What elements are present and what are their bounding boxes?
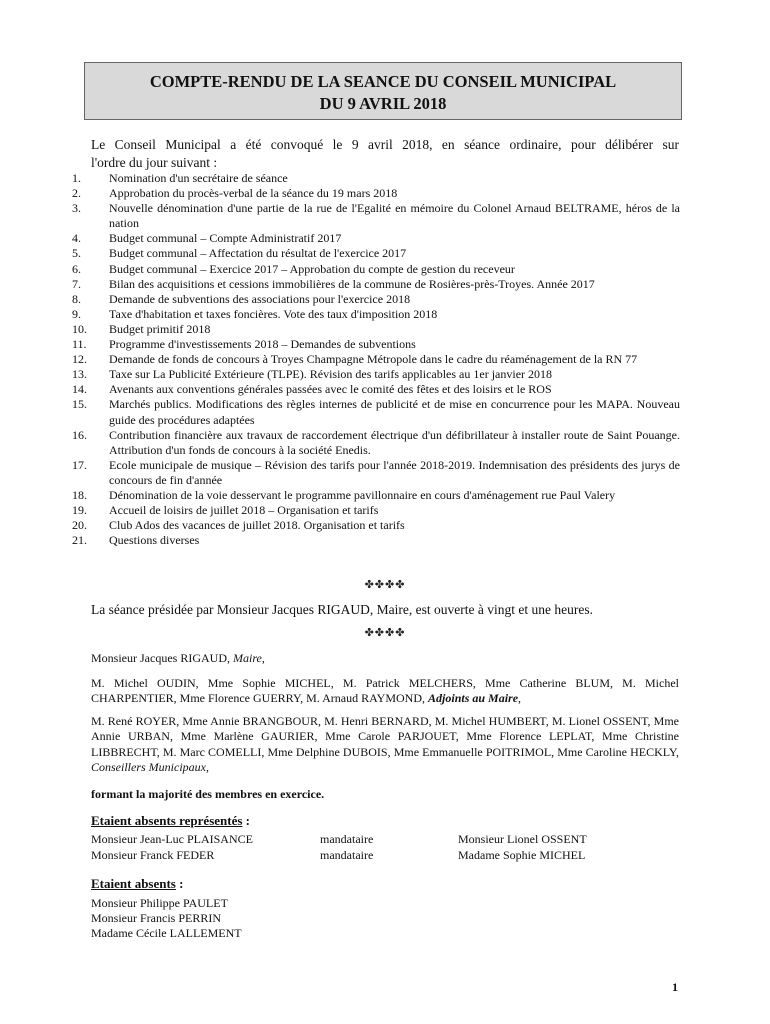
conseillers-names: M. René ROYER, Mme Annie BRANGBOUR, M. Henri BERNARD, M. Michel HUMBERT, M. Lionel OSSENT, Mme Annie URBAN, Mme Marlène GAURIER, Mme Carole PARJOUET, Mme Florence LEPLAT, Mme Christine LIBBRECHT, M. Marc COMELLI, Mme Delphine DUBOIS, Mme Emmanuelle POITRIMOL, Mme Caroline HECKLY,: [91, 714, 679, 759]
agenda-item-number: 20.: [72, 518, 87, 533]
conseillers-paragraph: M. René ROYER, Mme Annie BRANGBOUR, M. Henri BERNARD, M. Michel HUMBERT, M. Lionel OSSENT, Mme Annie URBAN, Mme Marlène GAURIER, Mme Carole PARJOUET, Mme Florence LEPLAT, Mme Christine LIBBRECHT, M. Marc COMELLI, Mme Delphine DUBOIS, Mme Emmanuelle POITRIMOL, Mme Caroline HECKLY, Conseillers Municipaux,: [91, 714, 679, 774]
document-title-line-2: DU 9 AVRIL 2018: [319, 94, 447, 113]
agenda-item-number: 8.: [72, 291, 81, 306]
adjoints-paragraph: M. Michel OUDIN, Mme Sophie MICHEL, M. Patrick MELCHERS, Mme Catherine BLUM, M. Michel CHARPENTIER, Mme Florence GUERRY, M. Arnaud RAYMOND, Adjoints au Maire,: [91, 676, 679, 706]
mayor-paragraph: Monsieur Jacques RIGAUD, Maire,: [91, 651, 265, 665]
agenda-item-text: Dénomination de la voie desservant le programme pavillonnaire en cours d'aménagement rue Paul Valery: [109, 487, 616, 502]
absents-title: Etaient absents: [91, 876, 176, 891]
agenda-item-text: Avenants aux conventions générales passées avec le comité des fêtes et des loisirs et le ROS: [109, 382, 552, 397]
agenda-item-text: Questions diverses: [109, 533, 200, 548]
agenda-item-text: Programme d'investissements 2018 – Demandes de subventions: [109, 337, 416, 352]
agenda-item-text: Budget communal – Exercice 2017 – Approbation du compte de gestion du receveur: [109, 261, 515, 276]
agenda-item: [72, 186, 680, 201]
intro-line-2: l'ordre du jour suivant :: [91, 155, 218, 170]
agenda-item-number: 18.: [72, 487, 87, 502]
intro-line-1: Le Conseil Municipal a été convoqué le 9 avril 2018, en séance ordinaire, pour délibérer sur: [91, 137, 679, 152]
absent-member-name: Monsieur Jean-Luc PLAISANCE: [91, 832, 253, 846]
agenda-item: [72, 322, 680, 337]
absent-member-name: Monsieur Philippe PAULET: [91, 896, 228, 910]
agenda-item: [72, 518, 680, 533]
absent-member-name: Monsieur Franck FEDER: [91, 847, 215, 862]
agenda-item: [72, 352, 680, 367]
agenda-item-number: 6.: [72, 261, 81, 276]
agenda-item-text: Budget communal – Compte Administratif 2017: [109, 231, 342, 246]
majority-statement: formant la majorité des membres en exercice.: [91, 787, 325, 801]
agenda-item: [72, 231, 680, 246]
absents-heading: [91, 876, 183, 892]
adjoints-role: Adjoints au Maire: [428, 691, 519, 706]
agenda-item: [72, 488, 680, 503]
agenda-item: [72, 307, 680, 322]
agenda-item-text: Budget primitif 2018: [109, 321, 211, 336]
agenda-item-number: 13.: [72, 367, 87, 382]
absents-list: [91, 896, 242, 942]
document-title-box: [84, 62, 682, 120]
agenda-item-number: 10.: [72, 321, 87, 336]
agenda-item-number: 15.: [72, 397, 87, 412]
mayor-role: Maire: [232, 651, 262, 665]
agenda-item: [72, 292, 680, 307]
opening-statement: La séance présidée par Monsieur Jacques RIGAUD, Maire, est ouverte à vingt et une heures.: [91, 602, 593, 617]
agenda-item-text: Club Ados des vacances de juillet 2018. Organisation et tarifs: [109, 518, 405, 533]
mandataire-label: mandataire: [320, 832, 374, 846]
represented-row: [91, 832, 651, 848]
absents-colon: :: [175, 876, 184, 891]
ornament-divider-1: ✤✤✤✤: [364, 578, 406, 591]
agenda-item: [72, 262, 680, 277]
mandataire-label: mandataire: [320, 847, 374, 862]
proxy-member-name: Monsieur Lionel OSSENT: [458, 832, 587, 846]
agenda-item-text: Nouvelle dénomination d'une partie de la rue de l'Egalité en mémoire du Colonel Arnaud BELTRAME, héros de la nation: [109, 201, 680, 231]
represented-colon: :: [242, 813, 251, 828]
agenda-item-number: 14.: [72, 382, 87, 397]
agenda-item-text: Ecole municipale de musique – Révision des tarifs pour l'année 2018-2019. Indemnisation des présidents des jurys de concours de fin d'année: [109, 457, 680, 487]
agenda-item-text: Taxe sur La Publicité Extérieure (TLPE). Révision des tarifs applicables au 1er janvier 2018: [109, 367, 553, 382]
agenda-item: [72, 171, 680, 186]
adjoints-names: M. Michel OUDIN, Mme Sophie MICHEL, M. Patrick MELCHERS, Mme Catherine BLUM, M. Michel CHARPENTIER, Mme Florence GUERRY, M. Arnaud RAYMOND,: [91, 676, 679, 706]
agenda-item-text: Budget communal – Affectation du résultat de l'exercice 2017: [109, 246, 407, 261]
agenda-item-text: Approbation du procès-verbal de la séance du 19 mars 2018: [109, 186, 398, 201]
agenda-item-number: 7.: [72, 276, 81, 291]
agenda-item-text: Marchés publics. Modifications des règles internes de publicité et de mise en concurrence pour les MAPA. Nouveau guide des procédures adaptées: [109, 397, 680, 427]
agenda-item: [72, 397, 680, 427]
agenda-item-number: 5.: [72, 246, 81, 261]
agenda-item: [72, 201, 680, 231]
agenda-item: [72, 337, 680, 352]
agenda-item: [72, 533, 680, 548]
ornament-divider-2: ✤✤✤✤: [364, 626, 406, 639]
agenda-item: [72, 503, 680, 518]
agenda-item: [72, 246, 680, 261]
agenda-item-text: Demande de subventions des associations pour l'exercice 2018: [109, 291, 411, 306]
agenda-item-number: 21.: [72, 533, 87, 548]
page-number: 1: [672, 980, 678, 994]
document-title-line-1: COMPTE-RENDU DE LA SEANCE DU CONSEIL MUNICIPAL: [149, 72, 617, 91]
agenda-item: [72, 458, 680, 488]
represented-title: Etaient absents représentés: [91, 813, 243, 828]
agenda-item-text: Demande de fonds de concours à Troyes Champagne Métropole dans le cadre du réaménagement de la RN 77: [109, 352, 638, 367]
agenda-item-text: Accueil de loisirs de juillet 2018 – Organisation et tarifs: [109, 503, 379, 518]
agenda-item-text: Bilan des acquisitions et cessions immobilières de la commune de Rosières-près-Troyes. Année 2017: [109, 276, 595, 291]
agenda-item-number: 17.: [72, 457, 87, 472]
mayor-name: Monsieur Jacques RIGAUD,: [91, 651, 233, 665]
conseillers-role: Conseillers Municipaux: [91, 759, 206, 774]
agenda-item-number: 12.: [72, 352, 87, 367]
agenda-list: [72, 171, 680, 548]
absent-member-name: Madame Cécile LALLEMENT: [91, 926, 242, 941]
agenda-item-number: 19.: [72, 503, 87, 518]
intro-paragraph: [91, 136, 679, 172]
represented-row: [91, 848, 651, 864]
absent-member-name: Monsieur Francis PERRIN: [91, 911, 221, 926]
agenda-item-number: 2.: [72, 186, 81, 201]
agenda-item-text: Taxe d'habitation et taxes foncières. Vote des taux d'imposition 2018: [109, 306, 438, 321]
agenda-item-number: 4.: [72, 231, 81, 246]
agenda-item-number: 11.: [72, 337, 87, 352]
agenda-item: [72, 367, 680, 382]
represented-heading: [91, 813, 250, 829]
agenda-item-text: Contribution financière aux travaux de raccordement électrique d'un défibrillateur à installer route de Saint Pouange. Attribution d'un fonds de concours à la société Enedis.: [109, 427, 680, 457]
agenda-item-number: 3.: [72, 201, 81, 216]
agenda-item: [72, 428, 680, 458]
agenda-item-number: 16.: [72, 427, 87, 442]
agenda-item-number: 1.: [72, 171, 81, 185]
proxy-member-name: Madame Sophie MICHEL: [458, 847, 586, 862]
agenda-item: [72, 277, 680, 292]
agenda-item: [72, 382, 680, 397]
represented-table: [91, 832, 651, 863]
agenda-item-text: Nomination d'un secrétaire de séance: [109, 171, 288, 185]
agenda-item-number: 9.: [72, 306, 81, 321]
